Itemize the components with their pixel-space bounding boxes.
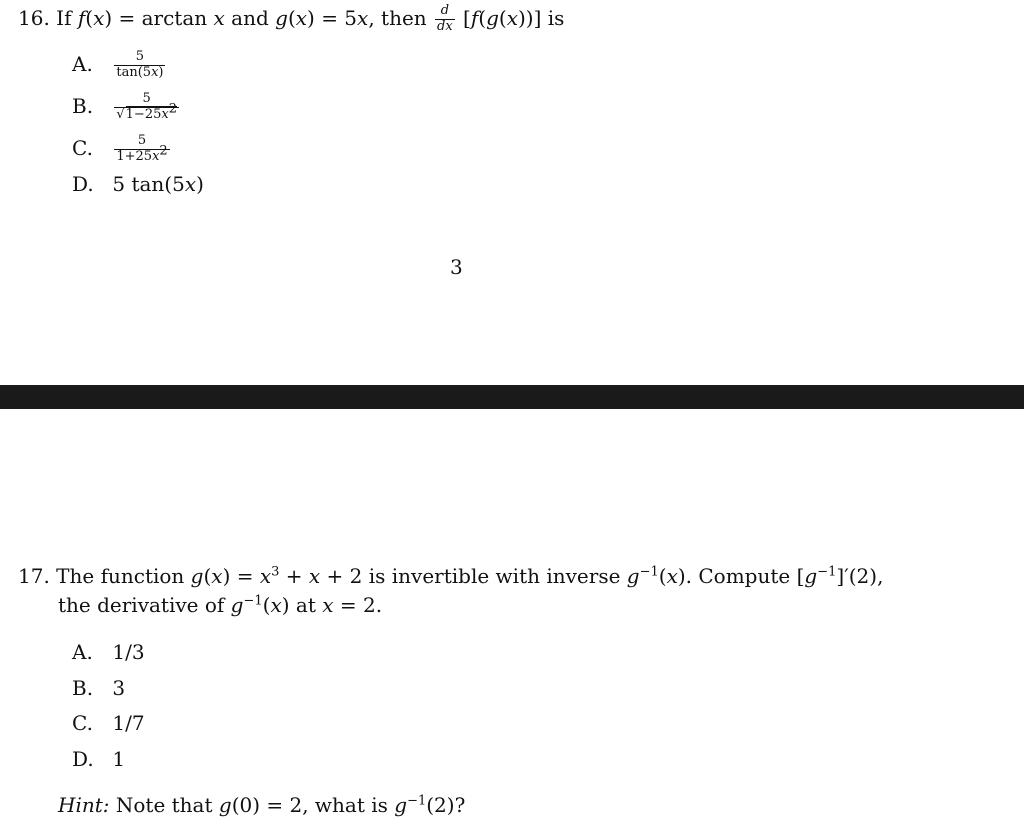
question-17-number: 17. <box>18 564 50 588</box>
q17-choice-b <box>72 676 125 700</box>
question-17-stem-line2: the derivative of $g^{-1}(x)$ at x = 2. <box>58 593 383 617</box>
q16-choice-d-letter: D. <box>72 172 94 196</box>
q16-choice-c <box>72 134 172 165</box>
q16-choice-a-letter: A. <box>72 51 93 76</box>
q16-choice-d-expression: 5 tan(5x) <box>112 172 204 196</box>
q16-choice-d <box>72 172 204 196</box>
page-number: 3 <box>450 255 463 279</box>
q17-hint-label: Hint: <box>58 793 110 817</box>
q16-choice-a <box>72 50 167 81</box>
q17-choice-a-letter: A. <box>72 640 93 664</box>
q16-choice-b <box>72 92 181 123</box>
q17-hint <box>58 793 465 817</box>
q17-choice-a-text: 1/3 <box>112 640 145 664</box>
q17-choice-a <box>72 640 145 664</box>
question-16-number: 16. <box>18 5 50 30</box>
q17-choice-b-letter: B. <box>72 676 94 700</box>
q16-choice-c-letter: C. <box>72 135 93 160</box>
q17-hint-text: Note that g(0) = 2, what is $g^{-1}(2)$? <box>115 793 466 817</box>
q17-choice-d-text: 1 <box>112 747 126 771</box>
question-17-stem-line1: The function $g(x) = x^3 + x + 2$ is invertible with inverse $g^{-1}(x)$. Compute $[g^{-1}]'(2)$, <box>56 564 884 588</box>
question-17 <box>18 564 883 588</box>
q17-choice-c <box>72 711 145 735</box>
q16-choice-c-expression: $\frac{5}{1+25x^2}$ <box>116 133 168 164</box>
q16-choice-b-letter: B. <box>72 93 94 118</box>
page-divider <box>0 385 1024 409</box>
q17-choice-b-text: 3 <box>112 676 126 700</box>
question-16-stem: If f(x) = arctan x and g(x) = 5x, then $\frac{d}{dx}$ [f(g(x))] is <box>56 3 565 34</box>
q17-choice-c-text: 1/7 <box>112 711 145 735</box>
question-16 <box>18 4 564 35</box>
q16-choice-a-expression: $\frac{5}{\tan(5x)}$ <box>116 49 164 80</box>
q17-choice-d-letter: D. <box>72 747 94 771</box>
q17-choice-c-letter: C. <box>72 711 93 735</box>
q16-choice-b-expression: $\frac{5}{√1-25x^2}$ <box>116 91 177 122</box>
q17-choice-d <box>72 747 125 771</box>
